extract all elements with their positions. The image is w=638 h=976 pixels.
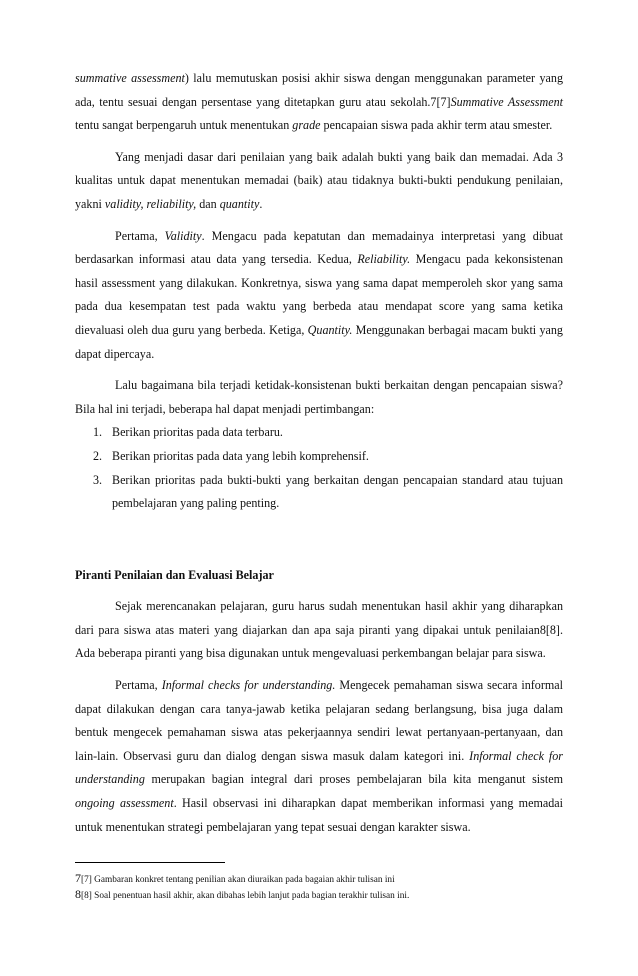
paragraph-informal-checks: Pertama, Informal checks for understanding. Mengecek pemahaman siswa secara informal dapat dilakukan dengan cara tanya-jawab ketika pelajaran sedang berlangsung, bisa juga dalam bentuk mengecek pemahaman siswa atas pekerjaannya sendiri lewat pertanyaan-pertanyaan, dan lain-lain. Observasi guru dan dialog dengan siswa masuk dalam kategori ini. Informal check for understanding merupakan bagian integral dari proses pembelajaran bila kita menganut sistem ongoing assessment. Hasil observasi ini diharapkan dapat memberikan informasi yang memadai untuk menentukan strategi pembelajaran yang tepat sesuai dengan karakter siswa. [75, 678, 564, 834]
list-item: 1. Berikan prioritas pada data terbaru. [75, 421, 563, 445]
paragraph-inconsistency: Lalu bagaimana bila terjadi ketidak-konsistenan bukti berkaitan dengan pencapaian siswa? Bila hal ini terjadi, beberapa hal dapat menjadi pertimbangan: [75, 378, 563, 416]
footnote-ref-8[interactable]: 8[8] [539, 622, 560, 637]
list-number: 3. [93, 472, 103, 487]
paragraph-summative: summative assessment) lalu memutuskan posisi akhir siswa dengan menggunakan parameter yang ada, tentu sesuai dengan persentase yang ditetapkan guru atau sekolah.7[7]Summative Assessment tentu sangat berpengaruh untuk menentukan grade pencapaian siswa pada akhir term atau smester. [75, 71, 563, 133]
footnote-separator [75, 862, 225, 863]
paragraph-validity: Pertama, Validity. Mengacu pada kepatutan dan memadainya interpretasi yang dibuat berdasarkan informasi atau data yang tersedia. Kedua, Reliability. Mengacu pada kekonsistenan hasil assessment yang dilakukan. Konkretnya, siswa yang sama dapat memperoleh skor yang sama pada dua kesempatan test pada waktu yang berbeda atau mendapat score yang sama ketika dievaluasi oleh dua guru yang berbeda. Ketiga, Quantity. Menggunakan berbagai macam bukti yang dapat dipercaya. [75, 228, 564, 361]
footnote-mark: 7 [75, 871, 81, 885]
paragraph-qualities: Yang menjadi dasar dari penilaian yang baik adalah bukti yang baik dan memadai. Ada 3 kualitas untuk dapat menentukan memadai (baik) atau tidaknya bukti-bukti pendukung penilaian, yakni validity, reliability, dan quantity. [75, 149, 563, 211]
paragraph-tools-intro: Sejak merencanakan pelajaran, guru harus sudah menentukan hasil akhir yang diharapkan dari para siswa atas materi yang diajarkan dan apa saja piranti yang dipakai untuk penilaian8[8]. Ada beberapa piranti yang bisa digunakan untuk mengevaluasi perkembangan belajar para siswa. [75, 599, 563, 661]
footnote-8: 8[8] Soal penentuan hasil akhir, akan dibahas lebih lanjut pada bagian terakhir tulisan ini. [75, 886, 410, 901]
section-heading: Piranti Penilaian dan Evaluasi Belajar [75, 567, 274, 582]
priority-list [75, 421, 563, 515]
footnote-mark: 8 [75, 886, 81, 901]
body-text [75, 67, 563, 847]
footnote-7: 7[7] Gambaran konkret tentang penilian akan diuraikan pada bagaian akhir tulisan ini [75, 871, 395, 885]
list-item: 3. Berikan prioritas pada bukti-bukti yang berkaitan dengan pencapaian standard atau tujuan pembelajaran yang paling penting. [75, 469, 563, 516]
footnotes [75, 872, 563, 903]
list-item: 2. Berikan prioritas pada data yang lebih komprehensif. [75, 445, 563, 469]
footnote-ref-7[interactable]: 7[7] [430, 94, 451, 109]
list-number: 1. [93, 425, 103, 440]
section-spacer [75, 516, 563, 564]
list-number: 2. [93, 448, 103, 463]
